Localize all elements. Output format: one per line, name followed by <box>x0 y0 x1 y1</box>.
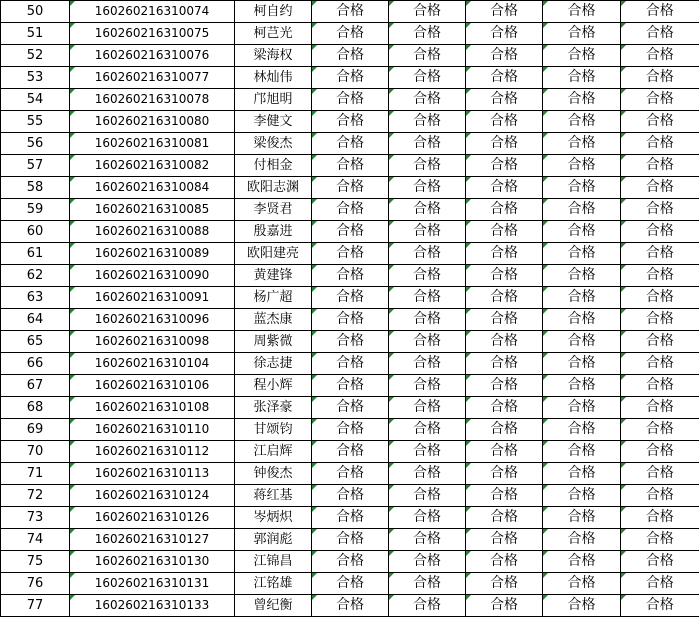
table-row <box>1 573 699 595</box>
cell-result[interactable]: 合格 <box>466 331 543 353</box>
cell-row-number[interactable]: 59 <box>1 199 70 221</box>
cell-result[interactable]: 合格 <box>466 551 543 573</box>
cell-student-id[interactable]: 160260216310077 <box>70 67 235 89</box>
cell-result[interactable]: 合格 <box>312 287 389 309</box>
cell-name[interactable]: 张泽豪 <box>235 397 312 419</box>
cell-result[interactable]: 合格 <box>389 485 466 507</box>
cell-result[interactable]: 合格 <box>389 551 466 573</box>
cell-result[interactable]: 合格 <box>312 67 389 89</box>
table-row <box>1 111 699 133</box>
cell-name[interactable]: 柯芑光 <box>235 23 312 45</box>
table-row <box>1 507 699 529</box>
cell-result[interactable]: 合格 <box>621 177 699 199</box>
cell-result[interactable]: 合格 <box>312 331 389 353</box>
cell-result[interactable]: 合格 <box>621 133 699 155</box>
cell-result[interactable]: 合格 <box>621 441 699 463</box>
cell-result[interactable]: 合格 <box>466 89 543 111</box>
cell-name[interactable]: 李健文 <box>235 111 312 133</box>
cell-result[interactable]: 合格 <box>389 111 466 133</box>
cell-row-number[interactable]: 52 <box>1 45 70 67</box>
cell-result[interactable]: 合格 <box>389 529 466 551</box>
cell-student-id[interactable]: 160260216310113 <box>70 463 235 485</box>
cell-name[interactable]: 李贤君 <box>235 199 312 221</box>
cell-row-number[interactable]: 51 <box>1 23 70 45</box>
cell-result[interactable]: 合格 <box>466 375 543 397</box>
cell-result[interactable]: 合格 <box>621 221 699 243</box>
cell-result[interactable]: 合格 <box>466 133 543 155</box>
cell-result[interactable]: 合格 <box>543 23 621 45</box>
cell-result[interactable]: 合格 <box>543 529 621 551</box>
cell-result[interactable]: 合格 <box>543 111 621 133</box>
cell-result[interactable]: 合格 <box>312 23 389 45</box>
cell-result[interactable]: 合格 <box>312 463 389 485</box>
cell-row-number[interactable]: 58 <box>1 177 70 199</box>
cell-result[interactable]: 合格 <box>389 45 466 67</box>
cell-row-number[interactable]: 55 <box>1 111 70 133</box>
cell-result[interactable]: 合格 <box>312 529 389 551</box>
cell-name[interactable]: 江锦昌 <box>235 551 312 573</box>
cell-name[interactable]: 梁海权 <box>235 45 312 67</box>
cell-name[interactable]: 杨广超 <box>235 287 312 309</box>
cell-result[interactable]: 合格 <box>312 397 389 419</box>
cell-result[interactable]: 合格 <box>621 243 699 265</box>
cell-name[interactable]: 江铭雄 <box>235 573 312 595</box>
cell-student-id[interactable]: 160260216310104 <box>70 353 235 375</box>
cell-row-number[interactable]: 54 <box>1 89 70 111</box>
table-row <box>1 441 699 463</box>
table-row <box>1 155 699 177</box>
cell-student-id[interactable]: 160260216310130 <box>70 551 235 573</box>
cell-student-id[interactable]: 160260216310076 <box>70 45 235 67</box>
cell-name[interactable]: 梁俊杰 <box>235 133 312 155</box>
cell-result[interactable]: 合格 <box>543 375 621 397</box>
cell-result[interactable]: 合格 <box>466 1 543 23</box>
cell-row-number[interactable]: 71 <box>1 463 70 485</box>
cell-row-number[interactable]: 57 <box>1 155 70 177</box>
cell-result[interactable]: 合格 <box>389 23 466 45</box>
cell-result[interactable]: 合格 <box>621 1 699 23</box>
cell-result[interactable]: 合格 <box>312 177 389 199</box>
cell-result[interactable]: 合格 <box>389 1 466 23</box>
cell-result[interactable]: 合格 <box>389 133 466 155</box>
cell-result[interactable]: 合格 <box>543 397 621 419</box>
cell-name[interactable]: 蓝杰康 <box>235 309 312 331</box>
table-row <box>1 397 699 419</box>
table-row <box>1 177 699 199</box>
cell-result[interactable]: 合格 <box>621 551 699 573</box>
cell-result[interactable]: 合格 <box>543 463 621 485</box>
cell-name[interactable]: 郭润彪 <box>235 529 312 551</box>
cell-row-number[interactable]: 65 <box>1 331 70 353</box>
cell-result[interactable]: 合格 <box>621 67 699 89</box>
cell-result[interactable]: 合格 <box>312 89 389 111</box>
cell-result[interactable]: 合格 <box>543 243 621 265</box>
cell-row-number[interactable]: 63 <box>1 287 70 309</box>
cell-result[interactable]: 合格 <box>389 309 466 331</box>
table-row <box>1 595 699 617</box>
cell-result[interactable]: 合格 <box>621 463 699 485</box>
cell-row-number[interactable]: 70 <box>1 441 70 463</box>
cell-row-number[interactable]: 64 <box>1 309 70 331</box>
cell-row-number[interactable]: 73 <box>1 507 70 529</box>
cell-result[interactable]: 合格 <box>389 67 466 89</box>
cell-student-id[interactable]: 160260216310090 <box>70 265 235 287</box>
table-row <box>1 199 699 221</box>
table-row <box>1 1 699 23</box>
cell-student-id[interactable]: 160260216310112 <box>70 441 235 463</box>
cell-result[interactable]: 合格 <box>466 463 543 485</box>
cell-name[interactable]: 曾纪衡 <box>235 595 312 617</box>
cell-result[interactable]: 合格 <box>466 397 543 419</box>
cell-name[interactable]: 周紫微 <box>235 331 312 353</box>
table-row <box>1 133 699 155</box>
cell-result[interactable]: 合格 <box>312 155 389 177</box>
cell-name[interactable]: 黄建锋 <box>235 265 312 287</box>
cell-result[interactable]: 合格 <box>621 309 699 331</box>
cell-name[interactable]: 蒋红基 <box>235 485 312 507</box>
cell-result[interactable]: 合格 <box>389 397 466 419</box>
cell-result[interactable]: 合格 <box>312 265 389 287</box>
cell-student-id[interactable]: 160260216310088 <box>70 221 235 243</box>
cell-result[interactable]: 合格 <box>621 419 699 441</box>
table-row <box>1 89 699 111</box>
cell-result[interactable]: 合格 <box>389 243 466 265</box>
cell-result[interactable]: 合格 <box>466 485 543 507</box>
cell-row-number[interactable]: 66 <box>1 353 70 375</box>
cell-student-id[interactable]: 160260216310089 <box>70 243 235 265</box>
cell-result[interactable]: 合格 <box>389 419 466 441</box>
cell-row-number[interactable]: 77 <box>1 595 70 617</box>
cell-result[interactable]: 合格 <box>466 23 543 45</box>
cell-result[interactable]: 合格 <box>543 199 621 221</box>
cell-result[interactable]: 合格 <box>312 375 389 397</box>
cell-result[interactable]: 合格 <box>466 353 543 375</box>
cell-student-id[interactable]: 160260216310081 <box>70 133 235 155</box>
cell-student-id[interactable]: 160260216310098 <box>70 331 235 353</box>
cell-result[interactable]: 合格 <box>312 309 389 331</box>
table-row <box>1 551 699 573</box>
cell-result[interactable]: 合格 <box>466 529 543 551</box>
cell-result[interactable]: 合格 <box>312 353 389 375</box>
cell-result[interactable]: 合格 <box>543 287 621 309</box>
cell-result[interactable]: 合格 <box>621 375 699 397</box>
cell-result[interactable]: 合格 <box>389 595 466 617</box>
cell-name[interactable]: 林灿伟 <box>235 67 312 89</box>
cell-result[interactable]: 合格 <box>389 463 466 485</box>
cell-row-number[interactable]: 68 <box>1 397 70 419</box>
cell-row-number[interactable]: 50 <box>1 1 70 23</box>
cell-result[interactable]: 合格 <box>466 507 543 529</box>
cell-result[interactable]: 合格 <box>543 507 621 529</box>
cell-result[interactable]: 合格 <box>621 89 699 111</box>
table-row <box>1 265 699 287</box>
cell-result[interactable]: 合格 <box>543 419 621 441</box>
cell-result[interactable]: 合格 <box>389 573 466 595</box>
cell-name[interactable]: 甘颂钧 <box>235 419 312 441</box>
cell-student-id[interactable]: 160260216310085 <box>70 199 235 221</box>
cell-student-id[interactable]: 160260216310082 <box>70 155 235 177</box>
cell-result[interactable]: 合格 <box>312 199 389 221</box>
cell-result[interactable]: 合格 <box>466 221 543 243</box>
cell-result[interactable]: 合格 <box>466 67 543 89</box>
cell-name[interactable]: 付相金 <box>235 155 312 177</box>
cell-result[interactable]: 合格 <box>543 485 621 507</box>
cell-row-number[interactable]: 60 <box>1 221 70 243</box>
cell-result[interactable]: 合格 <box>466 45 543 67</box>
cell-student-id[interactable]: 160260216310075 <box>70 23 235 45</box>
table-row <box>1 45 699 67</box>
table-body <box>1 1 699 617</box>
cell-result[interactable]: 合格 <box>543 353 621 375</box>
table-row <box>1 353 699 375</box>
cell-row-number[interactable]: 53 <box>1 67 70 89</box>
cell-result[interactable]: 合格 <box>312 1 389 23</box>
cell-student-id[interactable]: 160260216310127 <box>70 529 235 551</box>
cell-result[interactable]: 合格 <box>389 155 466 177</box>
cell-name[interactable]: 江启辉 <box>235 441 312 463</box>
cell-result[interactable]: 合格 <box>621 199 699 221</box>
table-row <box>1 243 699 265</box>
cell-row-number[interactable]: 62 <box>1 265 70 287</box>
cell-result[interactable]: 合格 <box>543 45 621 67</box>
cell-result[interactable]: 合格 <box>312 595 389 617</box>
cell-result[interactable]: 合格 <box>466 595 543 617</box>
cell-result[interactable]: 合格 <box>543 595 621 617</box>
cell-result[interactable]: 合格 <box>466 243 543 265</box>
cell-name[interactable]: 欧阳志渊 <box>235 177 312 199</box>
cell-result[interactable]: 合格 <box>543 89 621 111</box>
cell-result[interactable]: 合格 <box>312 111 389 133</box>
cell-row-number[interactable]: 72 <box>1 485 70 507</box>
table-row <box>1 485 699 507</box>
table-row <box>1 67 699 89</box>
cell-student-id[interactable]: 160260216310091 <box>70 287 235 309</box>
cell-student-id[interactable]: 160260216310124 <box>70 485 235 507</box>
cell-result[interactable]: 合格 <box>389 441 466 463</box>
cell-result[interactable]: 合格 <box>543 221 621 243</box>
cell-result[interactable]: 合格 <box>466 287 543 309</box>
cell-name[interactable]: 殷嘉进 <box>235 221 312 243</box>
cell-result[interactable]: 合格 <box>543 1 621 23</box>
cell-result[interactable]: 合格 <box>389 89 466 111</box>
cell-result[interactable]: 合格 <box>312 133 389 155</box>
table-row <box>1 23 699 45</box>
cell-row-number[interactable]: 76 <box>1 573 70 595</box>
cell-result[interactable]: 合格 <box>621 353 699 375</box>
cell-result[interactable]: 合格 <box>543 177 621 199</box>
cell-student-id[interactable]: 160260216310131 <box>70 573 235 595</box>
cell-result[interactable]: 合格 <box>312 243 389 265</box>
cell-student-id[interactable]: 160260216310074 <box>70 1 235 23</box>
cell-student-id[interactable]: 160260216310096 <box>70 309 235 331</box>
cell-result[interactable]: 合格 <box>466 111 543 133</box>
cell-name[interactable]: 邝旭明 <box>235 89 312 111</box>
cell-result[interactable]: 合格 <box>621 23 699 45</box>
cell-result[interactable]: 合格 <box>543 309 621 331</box>
cell-result[interactable]: 合格 <box>621 287 699 309</box>
cell-row-number[interactable]: 61 <box>1 243 70 265</box>
cell-result[interactable]: 合格 <box>621 595 699 617</box>
cell-result[interactable]: 合格 <box>621 507 699 529</box>
cell-result[interactable]: 合格 <box>389 221 466 243</box>
cell-result[interactable]: 合格 <box>543 265 621 287</box>
cell-result[interactable]: 合格 <box>312 221 389 243</box>
table-row <box>1 331 699 353</box>
cell-name[interactable]: 徐志捷 <box>235 353 312 375</box>
cell-result[interactable]: 合格 <box>466 177 543 199</box>
cell-result[interactable]: 合格 <box>312 441 389 463</box>
table-row <box>1 287 699 309</box>
cell-student-id[interactable]: 160260216310084 <box>70 177 235 199</box>
cell-result[interactable]: 合格 <box>389 177 466 199</box>
cell-result[interactable]: 合格 <box>543 551 621 573</box>
cell-row-number[interactable]: 67 <box>1 375 70 397</box>
cell-result[interactable]: 合格 <box>389 507 466 529</box>
cell-student-id[interactable]: 160260216310133 <box>70 595 235 617</box>
cell-result[interactable]: 合格 <box>466 573 543 595</box>
cell-result[interactable]: 合格 <box>543 331 621 353</box>
cell-student-id[interactable]: 160260216310078 <box>70 89 235 111</box>
cell-name[interactable]: 欧阳建亮 <box>235 243 312 265</box>
cell-result[interactable]: 合格 <box>621 111 699 133</box>
cell-result[interactable]: 合格 <box>543 441 621 463</box>
cell-name[interactable]: 钟俊杰 <box>235 463 312 485</box>
cell-result[interactable]: 合格 <box>389 331 466 353</box>
cell-result[interactable]: 合格 <box>389 375 466 397</box>
cell-name[interactable]: 柯自约 <box>235 1 312 23</box>
cell-result[interactable]: 合格 <box>621 397 699 419</box>
cell-result[interactable]: 合格 <box>312 551 389 573</box>
cell-result[interactable]: 合格 <box>621 529 699 551</box>
table-row <box>1 463 699 485</box>
cell-result[interactable]: 合格 <box>621 573 699 595</box>
cell-student-id[interactable]: 160260216310110 <box>70 419 235 441</box>
cell-result[interactable]: 合格 <box>466 309 543 331</box>
cell-name[interactable]: 程小辉 <box>235 375 312 397</box>
cell-result[interactable]: 合格 <box>312 419 389 441</box>
cell-result[interactable]: 合格 <box>466 441 543 463</box>
cell-result[interactable]: 合格 <box>621 485 699 507</box>
cell-result[interactable]: 合格 <box>621 265 699 287</box>
cell-row-number[interactable]: 69 <box>1 419 70 441</box>
table-row <box>1 375 699 397</box>
cell-name[interactable]: 岑炳炽 <box>235 507 312 529</box>
table-row <box>1 309 699 331</box>
cell-row-number[interactable]: 74 <box>1 529 70 551</box>
cell-student-id[interactable]: 160260216310106 <box>70 375 235 397</box>
cell-result[interactable]: 合格 <box>543 573 621 595</box>
cell-result[interactable]: 合格 <box>466 155 543 177</box>
cell-student-id[interactable]: 160260216310126 <box>70 507 235 529</box>
cell-row-number[interactable]: 75 <box>1 551 70 573</box>
cell-result[interactable]: 合格 <box>543 133 621 155</box>
cell-row-number[interactable]: 56 <box>1 133 70 155</box>
cell-result[interactable]: 合格 <box>466 265 543 287</box>
cell-result[interactable]: 合格 <box>312 573 389 595</box>
cell-result[interactable]: 合格 <box>389 199 466 221</box>
cell-result[interactable]: 合格 <box>621 331 699 353</box>
cell-result[interactable]: 合格 <box>389 287 466 309</box>
cell-result[interactable]: 合格 <box>621 155 699 177</box>
cell-result[interactable]: 合格 <box>389 353 466 375</box>
cell-result[interactable]: 合格 <box>389 265 466 287</box>
cell-student-id[interactable]: 160260216310108 <box>70 397 235 419</box>
cell-student-id[interactable]: 160260216310080 <box>70 111 235 133</box>
cell-result[interactable]: 合格 <box>466 419 543 441</box>
cell-result[interactable]: 合格 <box>312 507 389 529</box>
cell-result[interactable]: 合格 <box>543 155 621 177</box>
cell-result[interactable]: 合格 <box>312 45 389 67</box>
table-row <box>1 221 699 243</box>
cell-result[interactable]: 合格 <box>312 485 389 507</box>
cell-result[interactable]: 合格 <box>466 199 543 221</box>
table-row <box>1 529 699 551</box>
cell-result[interactable]: 合格 <box>621 45 699 67</box>
table-row <box>1 419 699 441</box>
cell-result[interactable]: 合格 <box>543 67 621 89</box>
